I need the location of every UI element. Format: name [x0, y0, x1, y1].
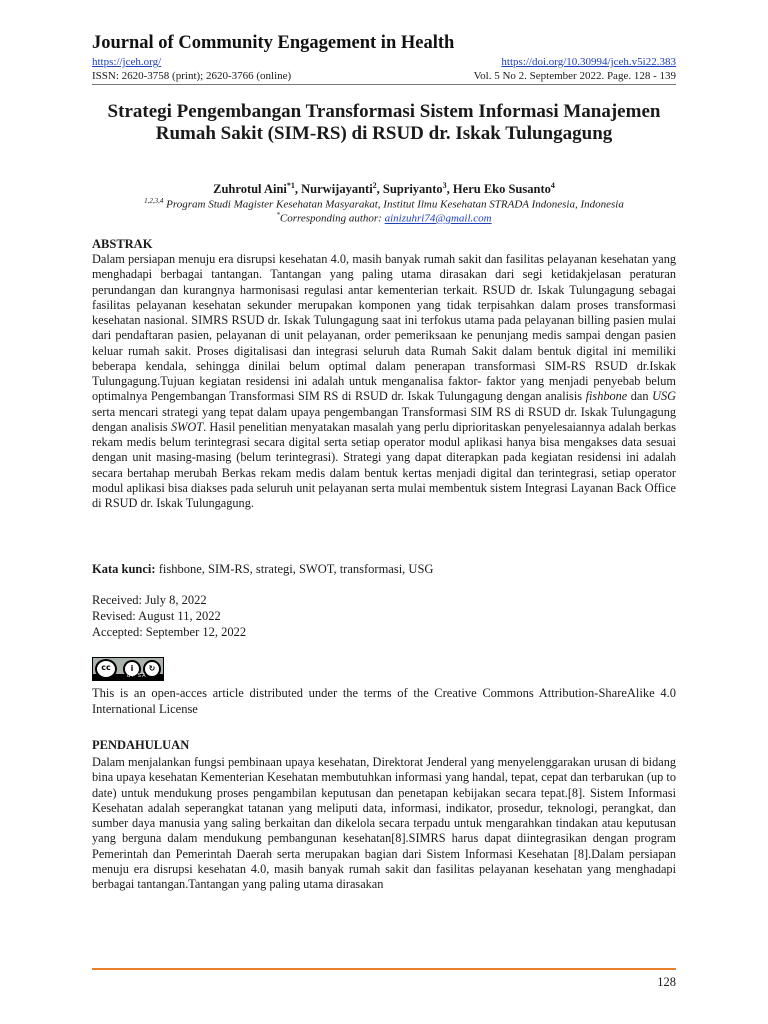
- abstract-heading: ABSTRAK: [92, 237, 153, 251]
- keywords-value: fishbone, SIM-RS, strategi, SWOT, transformasi, USG: [155, 562, 434, 576]
- abstract-part-2: serta mencari strategi yang tepat dalam upaya pengembangan Transformasi SIM RS di RSUD dr. Iskak Tulungagung dengan analisis: [92, 404, 676, 434]
- paper-title: Strategi Pengembangan Transformasi Sistem Informasi Manajemen Rumah Sakit (SIM-RS) di RSUD dr. Iskak Tulungagung: [107, 101, 661, 144]
- header-links-row: [92, 56, 676, 68]
- introduction-heading: PENDAHULUAN: [92, 738, 190, 752]
- author-mark: *1: [286, 181, 295, 190]
- corresponding-mark: *: [276, 211, 280, 219]
- author-list: Zuhrotul Aini$^{*1}$, Nurwijayanti$^2$, Supriyanto$^3$, Heru Eko Susanto$^4$: [213, 181, 555, 197]
- abstract-part-1: Dalam persiapan menuju era disrupsi kesehatan 4.0, masih banyak rumah sakit dan fasilitas pelayanan kesehatan yang menghadapi berbagai tantangan. Tantangan yang paling utama dirasakan dari segi ketidakjelasan peraturan perundangan dan kurangnya harmonisasi regulasi antar kementerian terkait. RSUD dr. Iskak Tulungagung sebagai fasilitas pelayanan kesehatan sekunder merupakan komponen yang tidak terpisahkan dalam proses transformasi kesehatan nasional. SIMRS RSUD dr. Iskak Tulungagung saat ini terfokus utama pada pelayanan billing pasien mulai dari pendaftaran pasien, pelayanan di unit pelayanan, order pemeriksaan ke penunjang medis sampai dengan pasien keluar rumah sakit. Proses digitalisasi dan integrasi seluruh data Rumah Sakit dalam bentuk digital ini memiliki beberapa kendala, sehingga dinilai belum optimal dalam penerapan transformasi SIM-RS RSUD dr.Iskak Tulungagung.Tujuan kegiatan residensi ini adalah untuk menganalisa faktor- faktor yang menjadi penyebab belum optimalnya Pengembangan Transformasi SIM RS di RSUD dr. Iskak Tulungagung dengan analisis: [92, 252, 676, 404]
- received-date: Received: July 8, 2022: [92, 593, 207, 607]
- introduction-body: Dalam menjalankan fungsi pembinaan upaya kesehatan, Direktorat Jenderal yang menyelenggarakan urusan di bidang bina upaya kesehatan Kementerian Kesehatan membutuhkan informasi yang handal, tepat, cepat dan terbarukan (up to date) untuk mendukung proses pengambilan keputusan dan penetapan kebijakan secara tepat.[8]. Sistem Informasi Kesehatan adalah seperangkat tatanan yang meliputi data, informasi, indikator, prosedur, teknologi, perangkat, dan sumber daya manusia yang saling berkaitan dan dikelola secara terpadu untuk mengarahkan tindakan atau keputusan yang berguna dalam mendukung pembangunan kesehatan[8].SIMRS harus dapat diintegrasikan dengan program Pemerintah dan Pemerintah Daerah serta merupakan bagian dari Sistem Informasi Kesehatan [8].Dalam persiapan menuju era disrupsi kesehatan 4.0, masih banyak rumah sakit dan fasilitas pelayanan kesehatan yang menghadapi berbagai tantangan.Tantangan yang paling utama dirasakan: [92, 755, 676, 891]
- volume-text: Vol. 5 No 2. September 2022. Page. 128 - 139: [473, 70, 676, 82]
- journal-site-link[interactable]: https://jceh.org/: [92, 56, 162, 68]
- author-name: Zuhrotul Aini: [213, 182, 287, 197]
- revised-date: Revised: August 11, 2022: [92, 609, 221, 623]
- header-divider: [92, 84, 676, 85]
- affiliation-marks: 1,2,3,4: [144, 197, 164, 205]
- corresponding-label: Corresponding author:: [279, 212, 385, 225]
- keywords: [92, 562, 433, 577]
- cc-license-badge[interactable]: [92, 657, 164, 681]
- abstract-body: [92, 252, 676, 548]
- author-name: Nurwijayanti: [301, 182, 373, 197]
- attribution-person-icon: i: [123, 660, 141, 678]
- header-meta-row: [92, 70, 676, 82]
- journal-title: Journal of Community Engagement in Health: [92, 33, 455, 53]
- author-mark: 4: [550, 181, 555, 190]
- corresponding-email-link[interactable]: ainizuhri74@gmail.com: [384, 212, 492, 225]
- keywords-label: Kata kunci:: [92, 562, 156, 576]
- abstract-conjunction: dan: [627, 389, 653, 404]
- author-name: Supriyanto: [382, 182, 443, 197]
- author-name: Heru Eko Susanto: [452, 182, 551, 197]
- author-mark: 2: [372, 181, 377, 190]
- share-alike-icon: ↻: [143, 660, 161, 678]
- affiliation: [92, 197, 676, 211]
- accepted-date: Accepted: September 12, 2022: [92, 625, 247, 639]
- fishbone-term: fishbone: [585, 389, 628, 404]
- issn-text: ISSN: 2620-3758 (print); 2620-3766 (online): [92, 70, 292, 82]
- affiliation-text: Program Studi Magister Kesehatan Masyarakat, Institut Ilmu Kesehatan STRADA Indonesia, Indonesia: [166, 198, 624, 211]
- doi-link[interactable]: https://doi.org/10.30994/jceh.v5i22.383: [501, 56, 676, 68]
- swot-term: SWOT: [170, 419, 204, 434]
- license-text: This is an open-acces article distributed under the terms of the Creative Commons Attribution-ShareAlike 4.0 International License: [92, 686, 676, 716]
- author-mark: 3: [442, 181, 447, 190]
- article-dates: [92, 592, 246, 640]
- cc-badge-text: BY SA: [127, 673, 147, 679]
- cc-logo-icon: cc: [95, 659, 117, 679]
- abstract-part-3: . Hasil penelitian menyatakan masalah yang perlu diprioritaskan penyelesaiannya adalah berkas rekam medis belum terintegrasi secara digital serta setiap operator modul aplikasi hanya bisa mengakses data sesuai dengan unit masing-masing (belum terintegrasi). Strategi yang dapat diterapkan pada kegiatan residensi ini adalah secara bertahap merubah Berkas rekam medis dalam bentuk kertas menjadi digital dan terintegrasi, setiap operator modul aplikasi bisa diakses pada seluruh unit pelayanan serta mulai membentuk sistem Integrasi Layanan Back Office di RSUD dr. Iskak Tulungagung.: [92, 419, 676, 510]
- corresponding-author: [92, 211, 676, 225]
- footer-divider: [92, 968, 676, 970]
- usg-term: USG: [652, 389, 676, 404]
- page-number: 128: [657, 975, 676, 989]
